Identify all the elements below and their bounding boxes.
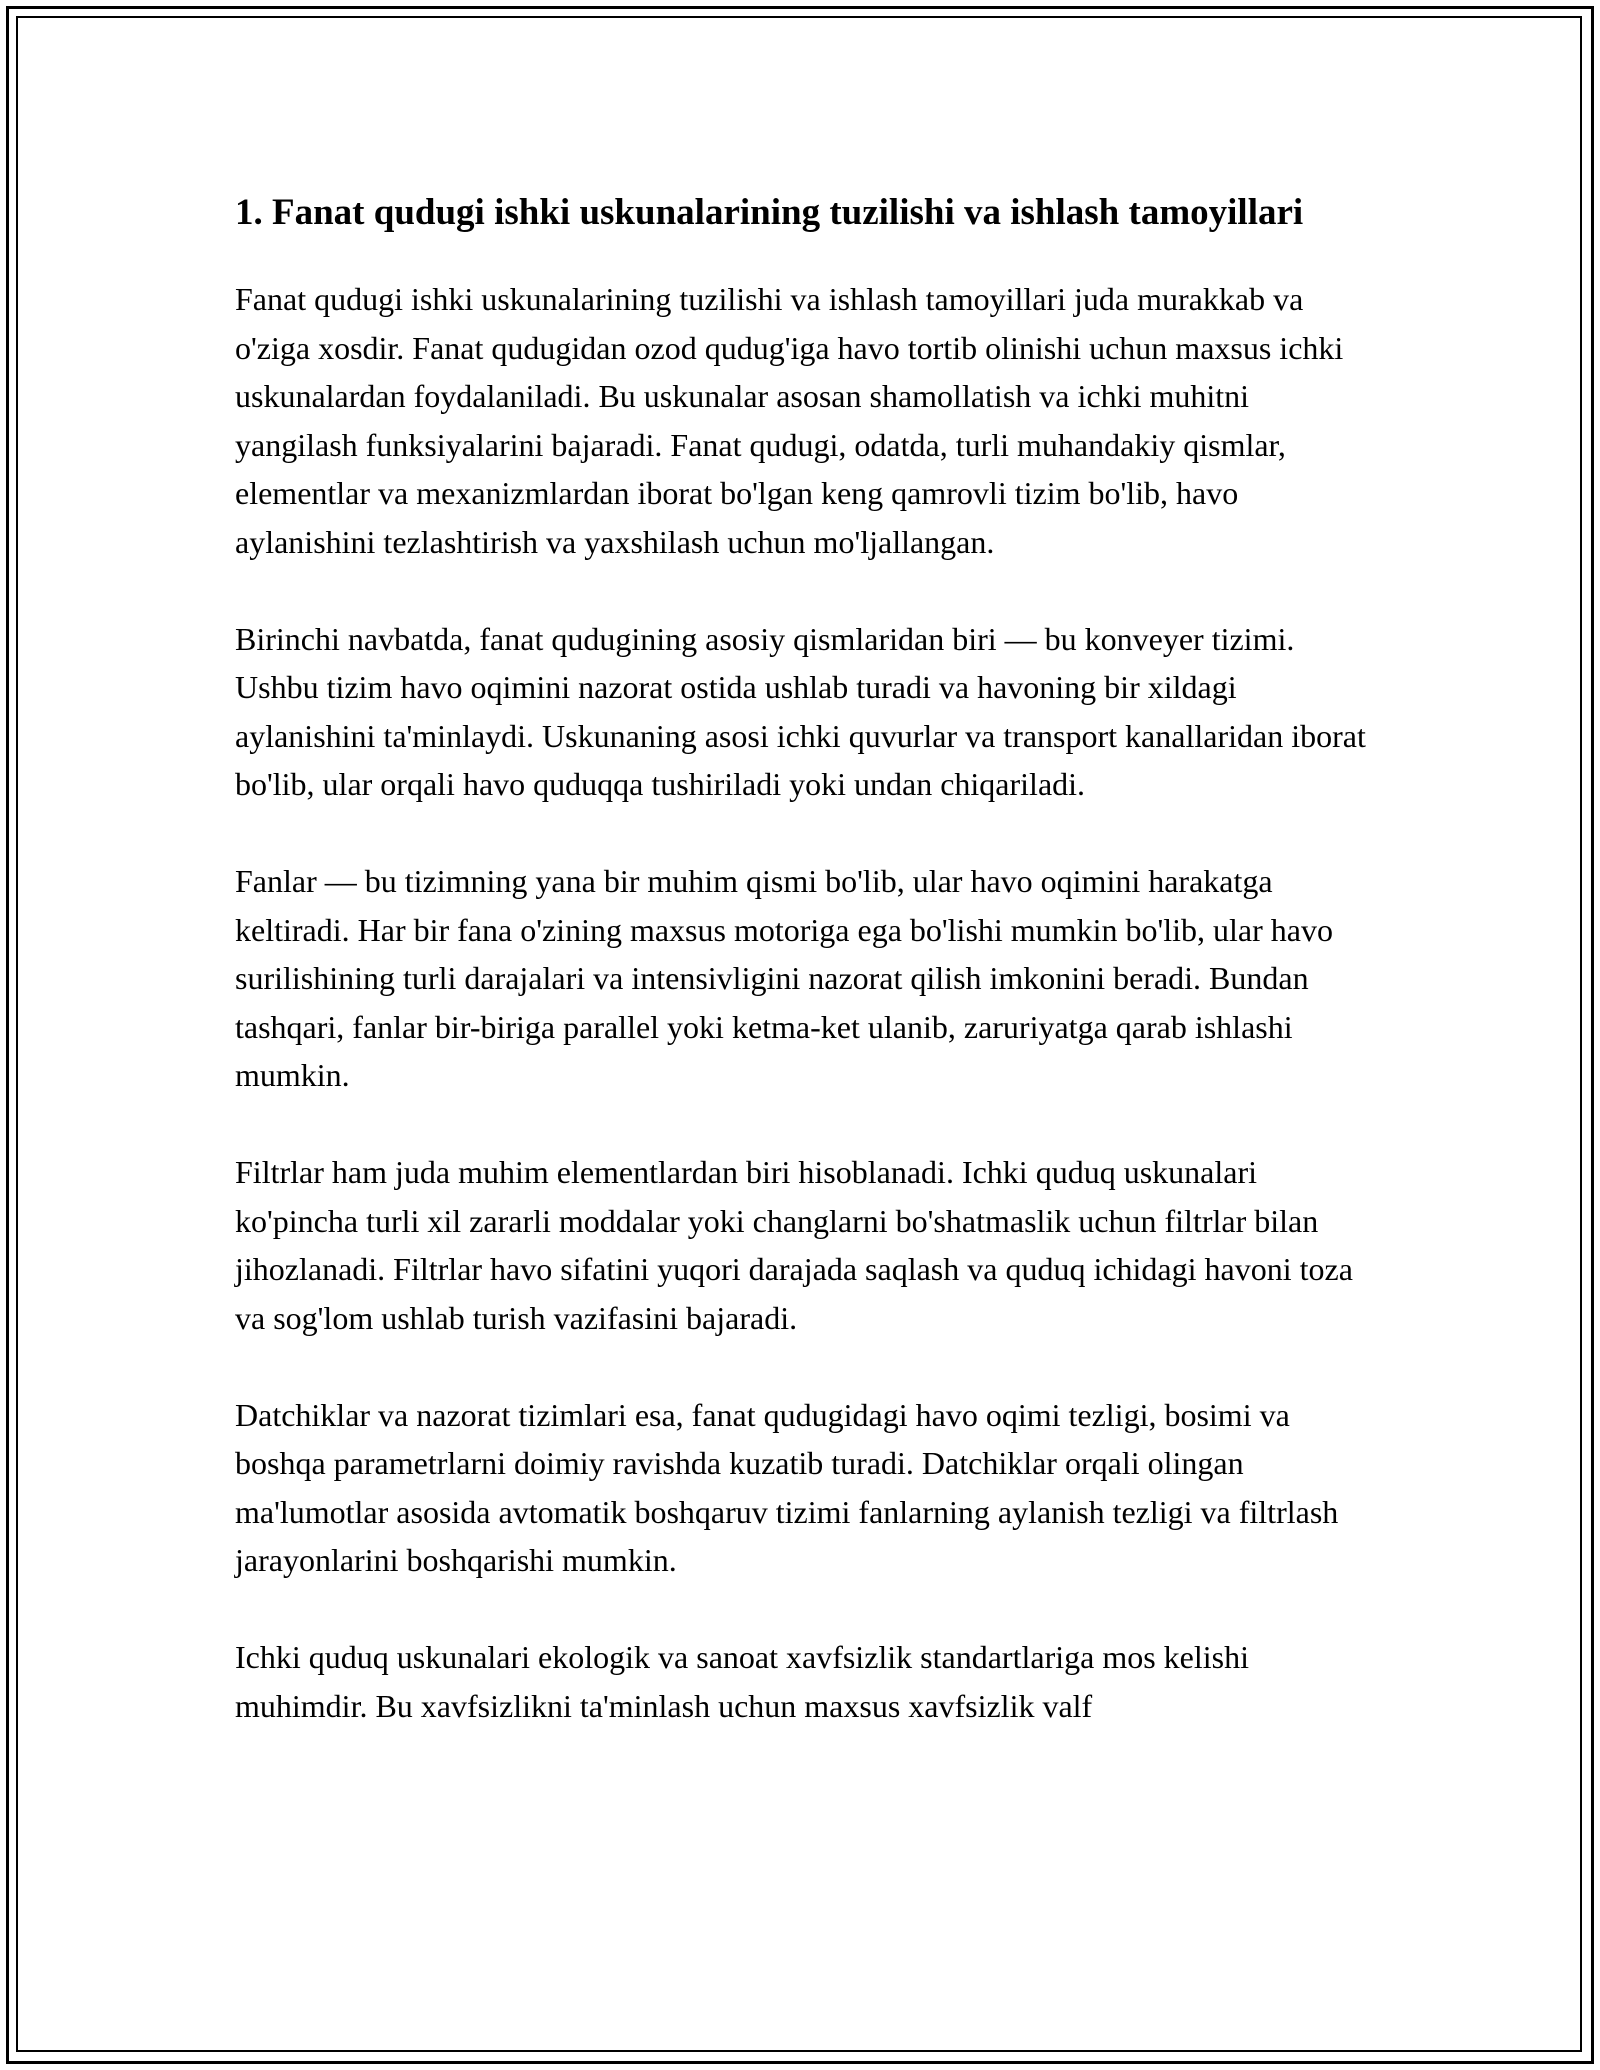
paragraph-2: Birinchi navbatda, fanat qudugining asosiy qismlaridan biri — bu konveyer tizimi. Ushbu tizim havo oqimini nazorat ostida ushlab turadi va havoning bir xildagi aylanishini ta'minlaydi. Uskunaning asosi ichki quvurlar va transport kanallaridan iborat bo'lib, ular orqali havo quduqqa tushiriladi yoki undan chiqariladi. (235, 620, 1366, 802)
paragraph-5: Datchiklar va nazorat tizimlari esa, fanat qudugidagi havo oqimi tezligi, bosimi va boshqa parametrlarni doimiy ravishda kuzatib turadi. Datchiklar orqali olingan ma'lumotlar asosida avtomatik boshqaruv tizimi fanlarning aylanish tezligi va filtrlash jarayonlarini boshqarishi mumkin. (235, 1396, 1339, 1578)
paragraph-4: Filtrlar ham juda muhim elementlardan biri hisoblanadi. Ichki quduq uskunalari ko'pincha turli xil zararli moddalar yoki changlarni bo'shatmaslik uchun filtrlar bilan jihozlanadi. Filtrlar havo sifatini yuqori darajada saqlash va quduq ichidagi havoni toza va sog'lom ushlab turish vazifasini bajaradi. (235, 1154, 1353, 1336)
paragraph-6: Ichki quduq uskunalari ekologik va sanoat xavfsizlik standartlariga mos kelishi muhimdir. Bu xavfsizlikni ta'minlash uchun maxsus xavfsizlik valf (235, 1639, 1249, 1724)
document-body (235, 185, 1375, 1779)
section-title: 1. Fanat qudugi ishki uskunalarining tuzilishi va ishlash tamoyillari (235, 192, 1304, 233)
paragraph-3: Fanlar — bu tizimning yana bir muhim qismi bo'lib, ular havo oqimini harakatga keltiradi. Har bir fana o'zining maxsus motoriga ega bo'lishi mumkin bo'lib, ular havo surilishining turli darajalari va intensivligini nazorat qilish imkonini beradi. Bundan tashqari, fanlar bir-biriga parallel yoki ketma-ket ulanib, zaruriyatga qarab ishlashi mumkin. (235, 863, 1333, 1093)
paragraph-1: Fanat qudugi ishki uskunalarining tuzilishi va ishlash tamoyillari juda murakkab va o'ziga xosdir. Fanat qudugidan ozod qudug'iga havo tortib olinishi uchun maxsus ichki uskunalardan foydalaniladi. Bu uskunalar asosan shamollatish va ichki muhitni yangilash funksiyalarini bajaradi. Fanat qudugi, odatda, turli muhandakiy qismlar, elementlar va mexanizmlardan iborat bo'lgan keng qamrovli tizim bo'lib, havo aylanishini tezlashtirish va yaxshilash uchun mo'ljallangan. (235, 281, 1344, 560)
